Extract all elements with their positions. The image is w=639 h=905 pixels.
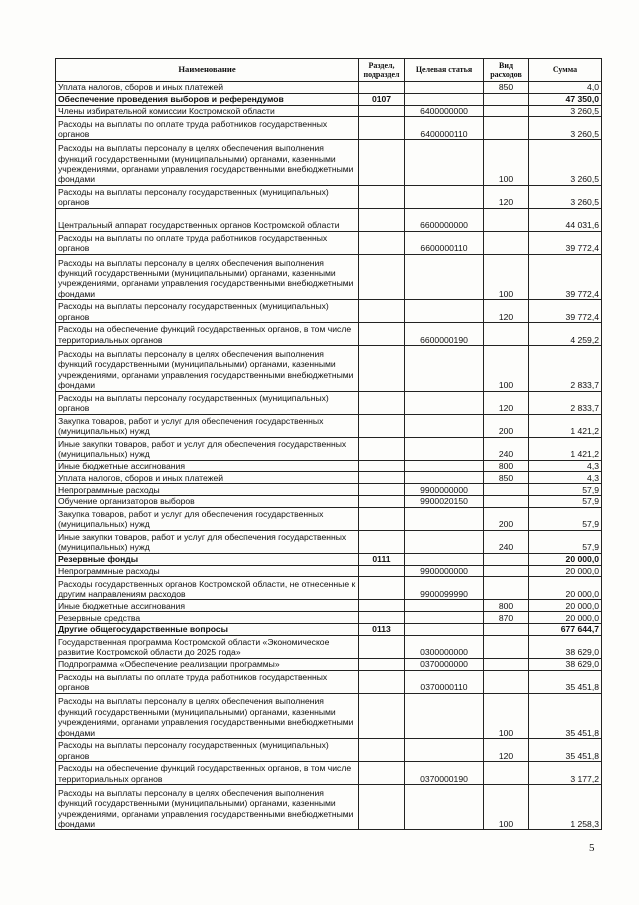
row-sum: 39 772,4 xyxy=(529,231,602,254)
row-target-article xyxy=(405,530,484,553)
row-section: 0111 xyxy=(359,553,405,565)
row-target-article: 9900000000 xyxy=(405,565,484,577)
table-row xyxy=(56,693,602,738)
row-expense-type: 100 xyxy=(484,140,529,185)
row-target-article xyxy=(405,437,484,460)
row-name: Обучение организаторов выборов xyxy=(56,495,359,507)
row-sum: 20 000,0 xyxy=(529,600,602,612)
row-section xyxy=(359,472,405,484)
budget-table xyxy=(55,58,602,830)
row-section xyxy=(359,658,405,670)
row-name: Расходы на выплаты персоналу в целях обеспечения выполнения функций государственными (муниципальными) органами, казенными учреждениями, органами управления государственными внебюджетными фондами xyxy=(56,784,359,829)
row-name: Расходы на выплаты персоналу государственных (муниципальных) органов xyxy=(56,391,359,414)
table-row xyxy=(56,738,602,761)
row-target-article xyxy=(405,391,484,414)
row-target-article: 9900020150 xyxy=(405,495,484,507)
table-row xyxy=(56,600,602,612)
row-sum: 2 833,7 xyxy=(529,346,602,391)
row-target-article: 6600000190 xyxy=(405,323,484,346)
table-row xyxy=(56,495,602,507)
table-row xyxy=(56,437,602,460)
row-sum: 35 451,8 xyxy=(529,738,602,761)
table-row xyxy=(56,323,602,346)
row-expense-type: 800 xyxy=(484,600,529,612)
row-section xyxy=(359,117,405,140)
row-expense-type: 100 xyxy=(484,784,529,829)
table-row xyxy=(56,140,602,185)
row-name: Непрограммные расходы xyxy=(56,484,359,496)
row-target-article xyxy=(405,738,484,761)
row-expense-type: 200 xyxy=(484,507,529,530)
table-row xyxy=(56,391,602,414)
row-target-article xyxy=(405,623,484,635)
table-row xyxy=(56,460,602,472)
row-name: Члены избирательной комиссии Костромской области xyxy=(56,105,359,117)
row-target-article xyxy=(405,784,484,829)
row-section xyxy=(359,495,405,507)
table-row xyxy=(56,635,602,658)
row-name: Расходы на выплаты персоналу государственных (муниципальных) органов xyxy=(56,738,359,761)
row-expense-type: 100 xyxy=(484,693,529,738)
row-sum: 3 260,5 xyxy=(529,117,602,140)
table-row xyxy=(56,254,602,299)
row-name: Расходы на выплаты по оплате труда работников государственных органов xyxy=(56,670,359,693)
row-expense-type xyxy=(484,117,529,140)
row-expense-type: 120 xyxy=(484,391,529,414)
row-name: Иные бюджетные ассигнования xyxy=(56,600,359,612)
row-section xyxy=(359,323,405,346)
row-section xyxy=(359,670,405,693)
header-expense-type: Вид расходов xyxy=(484,59,529,82)
row-section xyxy=(359,140,405,185)
row-name: Непрограммные расходы xyxy=(56,565,359,577)
row-sum: 4,3 xyxy=(529,472,602,484)
table-row xyxy=(56,117,602,140)
row-name: Иные закупки товаров, работ и услуг для обеспечения государственных (муниципальных) нужд xyxy=(56,530,359,553)
table-row xyxy=(56,93,602,105)
row-section xyxy=(359,391,405,414)
row-target-article: 6600000110 xyxy=(405,231,484,254)
row-expense-type xyxy=(484,495,529,507)
row-target-article: 6400000110 xyxy=(405,117,484,140)
row-sum: 57,9 xyxy=(529,530,602,553)
table-row xyxy=(56,565,602,577)
row-target-article: 0370000110 xyxy=(405,670,484,693)
table-row xyxy=(56,484,602,496)
row-section xyxy=(359,208,405,231)
row-sum: 57,9 xyxy=(529,495,602,507)
row-expense-type xyxy=(484,577,529,600)
row-expense-type: 240 xyxy=(484,437,529,460)
table-row xyxy=(56,208,602,231)
row-name: Иные закупки товаров, работ и услуг для обеспечения государственных (муниципальных) нужд xyxy=(56,437,359,460)
row-target-article xyxy=(405,507,484,530)
row-target-article xyxy=(405,472,484,484)
row-section xyxy=(359,693,405,738)
row-section xyxy=(359,635,405,658)
row-target-article: 0370000190 xyxy=(405,761,484,784)
row-target-article: 9900099990 xyxy=(405,577,484,600)
table-row xyxy=(56,300,602,323)
row-sum: 20 000,0 xyxy=(529,577,602,600)
table-row xyxy=(56,346,602,391)
row-sum: 38 629,0 xyxy=(529,635,602,658)
row-section xyxy=(359,507,405,530)
row-sum: 3 177,2 xyxy=(529,761,602,784)
row-sum: 3 260,5 xyxy=(529,140,602,185)
row-sum: 1 258,3 xyxy=(529,784,602,829)
row-name: Подпрограмма «Обеспечение реализации программы» xyxy=(56,658,359,670)
row-sum: 20 000,0 xyxy=(529,553,602,565)
table-row xyxy=(56,658,602,670)
header-target-article: Целевая статья xyxy=(405,59,484,82)
row-name: Расходы на обеспечение функций государственных органов, в том числе территориальных органов xyxy=(56,323,359,346)
row-target-article xyxy=(405,93,484,105)
row-expense-type xyxy=(484,231,529,254)
row-expense-type: 870 xyxy=(484,612,529,624)
row-expense-type: 850 xyxy=(484,82,529,94)
header-sum: Сумма xyxy=(529,59,602,82)
row-expense-type xyxy=(484,635,529,658)
row-section xyxy=(359,185,405,208)
row-name: Закупка товаров, работ и услуг для обеспечения государственных (муниципальных) нужд xyxy=(56,414,359,437)
row-target-article xyxy=(405,612,484,624)
table-row xyxy=(56,761,602,784)
row-name: Центральный аппарат государственных органов Костромской области xyxy=(56,208,359,231)
row-section xyxy=(359,738,405,761)
row-name: Расходы на выплаты персоналу в целях обеспечения выполнения функций государственными (муниципальными) органами, казенными учреждениями, органами управления государственными внебюджетными фондами xyxy=(56,693,359,738)
row-name: Закупка товаров, работ и услуг для обеспечения государственных (муниципальных) нужд xyxy=(56,507,359,530)
row-target-article: 0370000000 xyxy=(405,658,484,670)
row-name: Расходы на выплаты персоналу государственных (муниципальных) органов xyxy=(56,185,359,208)
row-sum: 1 421,2 xyxy=(529,437,602,460)
row-section xyxy=(359,414,405,437)
table-row xyxy=(56,553,602,565)
row-name: Расходы на обеспечение функций государственных органов, в том числе территориальных органов xyxy=(56,761,359,784)
row-expense-type xyxy=(484,208,529,231)
table-row xyxy=(56,82,602,94)
row-sum: 35 451,8 xyxy=(529,670,602,693)
row-expense-type xyxy=(484,484,529,496)
row-expense-type xyxy=(484,105,529,117)
row-expense-type xyxy=(484,658,529,670)
table-row xyxy=(56,577,602,600)
row-sum: 20 000,0 xyxy=(529,612,602,624)
row-expense-type: 800 xyxy=(484,460,529,472)
row-sum: 1 421,2 xyxy=(529,414,602,437)
row-name: Расходы на выплаты персоналу в целях обеспечения выполнения функций государственными (муниципальными) органами, казенными учреждениями, органами управления государственными внебюджетными фондами xyxy=(56,140,359,185)
row-section xyxy=(359,105,405,117)
row-section xyxy=(359,460,405,472)
row-target-article xyxy=(405,140,484,185)
row-expense-type xyxy=(484,761,529,784)
row-section xyxy=(359,577,405,600)
row-target-article: 6400000000 xyxy=(405,105,484,117)
row-target-article xyxy=(405,460,484,472)
row-sum: 57,9 xyxy=(529,484,602,496)
row-sum: 4,3 xyxy=(529,460,602,472)
row-expense-type xyxy=(484,93,529,105)
row-target-article xyxy=(405,600,484,612)
row-section xyxy=(359,484,405,496)
row-section xyxy=(359,761,405,784)
row-section xyxy=(359,254,405,299)
table-row xyxy=(56,231,602,254)
row-expense-type: 240 xyxy=(484,530,529,553)
row-name: Расходы на выплаты по оплате труда работников государственных органов xyxy=(56,117,359,140)
row-target-article xyxy=(405,693,484,738)
row-expense-type: 120 xyxy=(484,300,529,323)
table-row xyxy=(56,507,602,530)
header-name: Наименование xyxy=(56,59,359,82)
row-sum: 35 451,8 xyxy=(529,693,602,738)
row-sum: 44 031,6 xyxy=(529,208,602,231)
table-row xyxy=(56,530,602,553)
row-target-article xyxy=(405,553,484,565)
row-expense-type: 120 xyxy=(484,738,529,761)
table-row xyxy=(56,612,602,624)
row-target-article xyxy=(405,254,484,299)
row-sum: 38 629,0 xyxy=(529,658,602,670)
row-name: Расходы на выплаты по оплате труда работников государственных органов xyxy=(56,231,359,254)
table-row xyxy=(56,414,602,437)
header-section: Раздел, подраздел xyxy=(359,59,405,82)
row-expense-type xyxy=(484,323,529,346)
row-target-article xyxy=(405,185,484,208)
row-section xyxy=(359,612,405,624)
row-sum: 57,9 xyxy=(529,507,602,530)
row-sum: 47 350,0 xyxy=(529,93,602,105)
row-target-article xyxy=(405,300,484,323)
row-target-article xyxy=(405,414,484,437)
row-target-article: 0300000000 xyxy=(405,635,484,658)
row-section xyxy=(359,530,405,553)
row-section xyxy=(359,346,405,391)
row-target-article xyxy=(405,346,484,391)
row-section xyxy=(359,600,405,612)
row-name: Другие общегосударственные вопросы xyxy=(56,623,359,635)
row-expense-type xyxy=(484,553,529,565)
table-row xyxy=(56,784,602,829)
row-target-article: 9900000000 xyxy=(405,484,484,496)
row-sum: 39 772,4 xyxy=(529,300,602,323)
page-number: 5 xyxy=(589,842,595,854)
row-name: Уплата налогов, сборов и иных платежей xyxy=(56,82,359,94)
row-name: Резервные фонды xyxy=(56,553,359,565)
row-expense-type: 850 xyxy=(484,472,529,484)
row-sum: 3 260,5 xyxy=(529,185,602,208)
row-expense-type xyxy=(484,623,529,635)
row-section xyxy=(359,300,405,323)
row-section xyxy=(359,784,405,829)
row-name: Государственная программа Костромской области «Экономическое развитие Костромской области до 2025 года» xyxy=(56,635,359,658)
row-sum: 20 000,0 xyxy=(529,565,602,577)
row-expense-type: 120 xyxy=(484,185,529,208)
row-section xyxy=(359,437,405,460)
row-section: 0107 xyxy=(359,93,405,105)
row-section xyxy=(359,82,405,94)
table-row xyxy=(56,623,602,635)
row-name: Расходы на выплаты персоналу в целях обеспечения выполнения функций государственными (муниципальными) органами, казенными учреждениями, органами управления государственными внебюджетными фондами xyxy=(56,346,359,391)
row-name: Расходы на выплаты персоналу в целях обеспечения выполнения функций государственными (муниципальными) органами, казенными учреждениями, органами управления государственными внебюджетными фондами xyxy=(56,254,359,299)
row-sum: 39 772,4 xyxy=(529,254,602,299)
row-name: Уплата налогов, сборов и иных платежей xyxy=(56,472,359,484)
row-section xyxy=(359,565,405,577)
table-row xyxy=(56,185,602,208)
row-section xyxy=(359,231,405,254)
row-sum: 677 644,7 xyxy=(529,623,602,635)
row-name: Обеспечение проведения выборов и референдумов xyxy=(56,93,359,105)
row-expense-type: 100 xyxy=(484,346,529,391)
row-target-article: 6600000000 xyxy=(405,208,484,231)
row-expense-type: 200 xyxy=(484,414,529,437)
table-row xyxy=(56,105,602,117)
table-body xyxy=(56,82,602,830)
row-target-article xyxy=(405,82,484,94)
row-sum: 4 259,2 xyxy=(529,323,602,346)
row-expense-type xyxy=(484,565,529,577)
row-name: Иные бюджетные ассигнования xyxy=(56,460,359,472)
table-row xyxy=(56,670,602,693)
row-name: Расходы на выплаты персоналу государственных (муниципальных) органов xyxy=(56,300,359,323)
row-expense-type: 100 xyxy=(484,254,529,299)
table-header-row xyxy=(56,59,602,82)
table-row xyxy=(56,472,602,484)
row-name: Расходы государственных органов Костромской области, не отнесенные к другим направлениям расходов xyxy=(56,577,359,600)
row-sum: 2 833,7 xyxy=(529,391,602,414)
row-sum: 3 260,5 xyxy=(529,105,602,117)
row-sum: 4,0 xyxy=(529,82,602,94)
row-expense-type xyxy=(484,670,529,693)
row-name: Резервные средства xyxy=(56,612,359,624)
row-section: 0113 xyxy=(359,623,405,635)
